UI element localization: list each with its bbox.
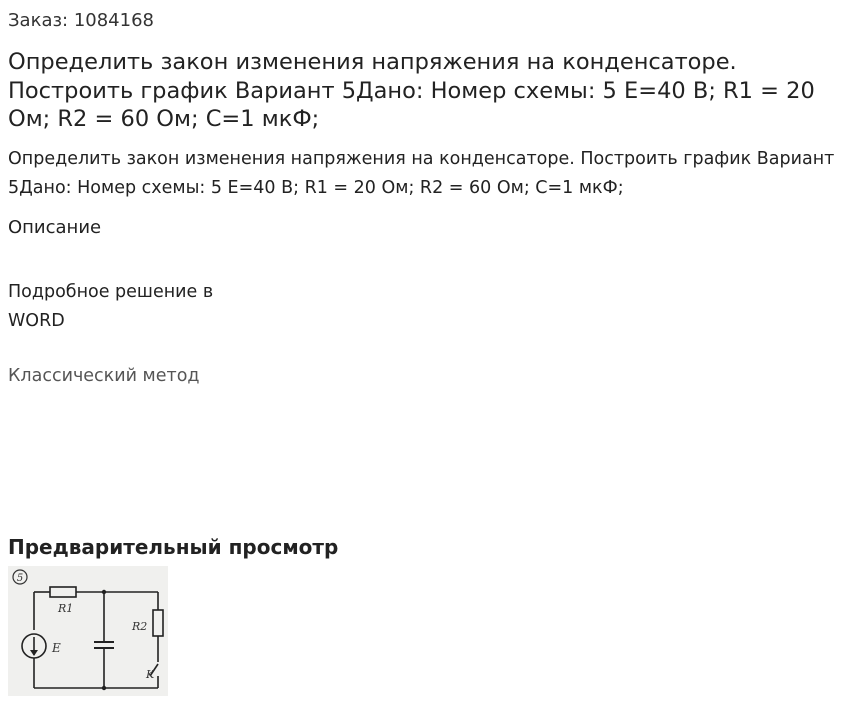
resistor-r1 (50, 587, 76, 597)
scheme-number: 5 (16, 573, 24, 584)
description-method: Классический метод (8, 366, 200, 386)
description-detail: Подробное решение в WORD (8, 282, 214, 331)
preview-heading: Предварительный просмотр (8, 535, 339, 559)
short-description: Определить закон изменения напряжения на конденсаторе. Построить график Вариант 5Дано: Номер схемы: 5 E=40 В; R1 = 20 Ом; R2 = 60 Ом; C=1 мкФ; (8, 149, 835, 198)
switch-label: K (146, 668, 155, 681)
r2-label: R2 (132, 620, 148, 633)
order-number: Заказ: 1084168 (8, 10, 154, 31)
source-arrow-icon (30, 650, 38, 656)
resistor-r2 (153, 610, 163, 636)
page-title: Определить закон изменения напряжения на конденсаторе. Построить график Вариант 5Дано: Номер схемы: 5 E=40 В; R1 = 20 Ом; R2 = 60 Ом; C=1 мкФ; (8, 49, 815, 132)
source-label: E (52, 641, 61, 655)
r1-label: R1 (58, 602, 74, 615)
preview-image[interactable] (8, 566, 168, 696)
description-heading: Описание (8, 217, 102, 238)
circuit-schematic (8, 566, 168, 696)
